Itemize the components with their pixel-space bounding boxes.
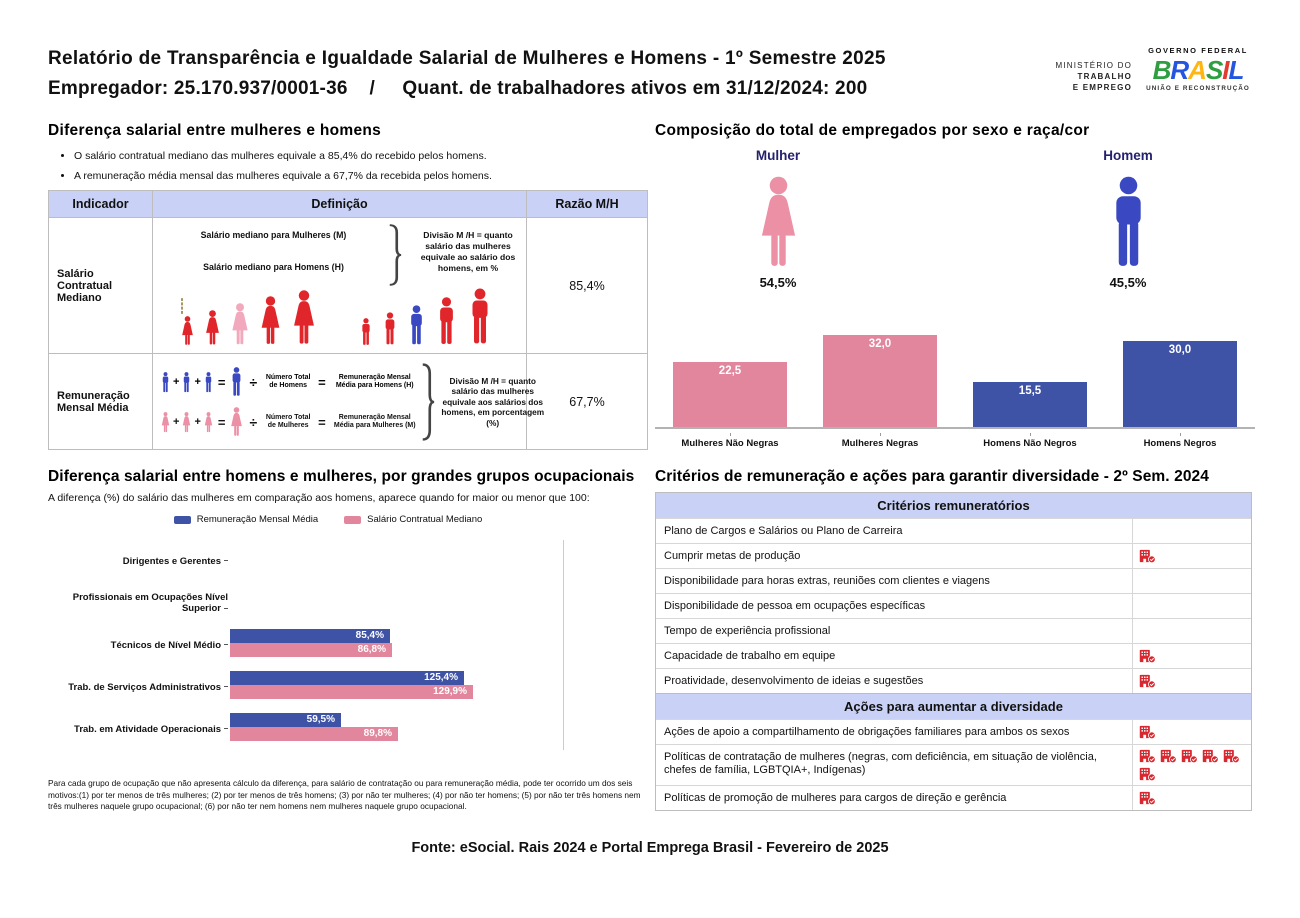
company-check-icon <box>1139 549 1156 563</box>
man-icon <box>360 318 372 346</box>
criteria-text: Cumprir metas de produção <box>664 550 801 562</box>
occupation-label: Profissionais em Ocupações Nível Superior <box>48 592 230 614</box>
median-highlight-box <box>181 298 183 314</box>
salary-gap-title: Diferença salarial entre mulheres e homens <box>48 122 382 139</box>
occupation-bars <box>230 666 564 708</box>
criteria-row <box>656 785 1251 810</box>
female-label: Mulher <box>755 148 801 163</box>
brace-icon <box>388 224 402 286</box>
bar-value-label: 22,5 <box>718 365 742 377</box>
equals-sign: = <box>217 414 226 430</box>
criteria-row <box>656 518 1251 543</box>
indicator-name: Remuneração Mensal Média <box>49 354 153 449</box>
division-note: Divisão M /H = quanto salário das mulheres equivale aos salários dos homens, em porcentagem (%) <box>441 375 545 428</box>
woman-icon <box>161 412 170 433</box>
criteria-text: Capacidade de trabalho em equipe <box>664 650 836 662</box>
median-woman-icon <box>231 303 249 346</box>
bar-value-label: 86,8% <box>357 644 386 655</box>
equals-sign: = <box>318 414 326 430</box>
median-women-label: Salário mediano para Mulheres (M) <box>200 230 347 240</box>
company-check-icon <box>1139 649 1156 663</box>
indicator-table-header <box>49 191 647 217</box>
criteria-company-marks <box>1132 544 1253 568</box>
equals-sign: = <box>217 374 226 390</box>
criteria-row <box>656 643 1251 668</box>
composition-title: Composição do total de empregados por sexo e raça/cor <box>655 122 1090 139</box>
gov-federal-logo <box>1143 46 1253 92</box>
criteria-row <box>656 568 1251 593</box>
occupational-subtitle: A diferença (%) do salário das mulheres em comparação aos homens, aparece quando for maior ou menor que 100: <box>48 492 590 504</box>
salary-gap-bullets <box>60 146 620 186</box>
man-icon <box>436 297 457 346</box>
men-average-formula <box>161 367 419 397</box>
bar-salario <box>230 643 392 657</box>
criteria-table <box>655 492 1252 811</box>
employer-line: Empregador: 25.170.937/0001-36 / Quant. de trabalhadores ativos em 31/12/2024: 200 <box>48 78 868 99</box>
legend-swatch-blue <box>174 516 191 524</box>
plus-sign: + <box>194 416 201 428</box>
bar-salario <box>230 685 473 699</box>
bar-value-label: 59,5% <box>306 714 335 725</box>
big-woman-icon <box>230 407 243 437</box>
criteria-text: Tempo de experiência profissional <box>664 625 831 637</box>
brasil-letter: L <box>1228 55 1244 85</box>
criteria-row <box>656 719 1251 744</box>
bar-value-label: 129,9% <box>433 686 467 697</box>
gov-logo-top-text: GOVERNO FEDERAL <box>1148 46 1248 55</box>
criteria-company-marks <box>1132 669 1253 693</box>
category-label: Mulheres Não Negras <box>655 429 805 449</box>
bar-slot <box>655 362 805 427</box>
bar-value-label: 125,4% <box>424 672 458 683</box>
bar-slot <box>1105 341 1255 427</box>
bar-value-label: 32,0 <box>868 338 892 350</box>
occupation-label: Dirigentes e Gerentes <box>48 556 230 567</box>
occupation-bars <box>230 708 564 750</box>
ministry-line2: TRABALHO <box>1077 72 1132 81</box>
bullet-average-remuneration: • A remuneração média mensal das mulheres equivale a 67,7% da recebida pelos homens. <box>74 166 620 186</box>
company-check-icon <box>1223 749 1240 763</box>
male-label: Homem <box>1103 148 1153 163</box>
median-man-icon <box>408 305 425 346</box>
criteria-section-header: Critérios remuneratórios <box>656 493 1251 518</box>
bullet-median-salary: • O salário contratual mediano das mulheres equivale a 85,4% do recebido pelos homens. <box>74 146 620 166</box>
big-man-icon <box>230 367 243 397</box>
occupation-row <box>48 708 564 750</box>
occupation-row <box>48 624 564 666</box>
criteria-company-marks <box>1132 745 1253 785</box>
bar-value-label: 15,5 <box>1018 385 1042 397</box>
legend-swatch-pink <box>344 516 361 524</box>
woman-icon <box>181 316 194 346</box>
company-check-icon <box>1139 749 1156 763</box>
bar-salario <box>230 727 398 741</box>
ratio-value: 67,7% <box>569 394 605 409</box>
occupation-row <box>48 582 564 624</box>
woman-icon <box>260 296 281 346</box>
col-indicador: Indicador <box>49 191 153 217</box>
criteria-company-marks <box>1132 786 1253 810</box>
big-female-icon <box>759 176 798 270</box>
men-result-label: Remuneração Mensal Média para Homens (H) <box>335 373 414 389</box>
category-label: Homens Não Negros <box>955 429 1105 449</box>
brasil-letter: R <box>1170 55 1189 85</box>
criteria-text: Disponibilidade para horas extras, reuniões com clientes e viagens <box>664 575 990 587</box>
division-note: Divisão M /H = quanto salário das mulheres equivale ao salário dos homens, em % <box>420 230 516 273</box>
plus-sign: + <box>194 376 201 388</box>
company-check-icon <box>1139 767 1156 781</box>
bar-1 <box>673 362 787 427</box>
bar-remuneracao <box>230 713 341 727</box>
criteria-company-marks <box>1132 569 1253 593</box>
bar-value-label: 85,4% <box>355 630 384 641</box>
occupational-title: Diferença salarial entre homens e mulheres, por grandes grupos ocupacionais <box>48 468 635 485</box>
occupation-label: Técnicos de Nível Médio <box>48 640 230 651</box>
definition-average <box>153 354 545 449</box>
company-check-icon <box>1181 749 1198 763</box>
man-icon <box>468 288 492 346</box>
man-icon <box>383 312 397 346</box>
brasil-letter: S <box>1205 55 1223 85</box>
composition-figures <box>655 148 1255 308</box>
occupation-bars <box>230 624 564 666</box>
man-icon <box>204 372 213 393</box>
company-check-icon <box>1139 791 1156 805</box>
criteria-text: Ações de apoio a compartilhamento de obrigações familiares para ambos os sexos <box>664 726 1070 738</box>
brace-icon <box>421 363 435 441</box>
criteria-row <box>656 618 1251 643</box>
criteria-company-marks <box>1132 594 1253 618</box>
big-male-icon <box>1109 176 1148 270</box>
criteria-company-marks <box>1132 619 1253 643</box>
source-footer: Fonte: eSocial. Rais 2024 e Portal Emprega Brasil - Fevereiro de 2025 <box>411 840 889 856</box>
company-check-icon <box>1139 725 1156 739</box>
diversity-section-header: Ações para aumentar a diversidade <box>656 693 1251 719</box>
criteria-row <box>656 543 1251 568</box>
criteria-row <box>656 593 1251 618</box>
bar-4 <box>1123 341 1237 427</box>
men-total-label: Número Total de Homens <box>265 373 311 389</box>
women-result-label: Remuneração Mensal Média para Mulheres (M) <box>333 413 416 429</box>
criteria-text: Políticas de contratação de mulheres (negras, com deficiência, em situação de violência, chefes de família, LGBTQIA+, Indígenas) <box>664 751 1097 776</box>
divide-sign: ÷ <box>249 414 258 430</box>
bar-slot <box>805 335 955 427</box>
ministry-logo <box>1030 60 1132 93</box>
occupation-row <box>48 540 564 582</box>
legend-item-salario <box>344 514 482 525</box>
criteria-row <box>656 744 1251 785</box>
population-icons-strip <box>181 286 511 346</box>
woman-icon <box>204 412 213 433</box>
criteria-company-marks <box>1132 720 1253 744</box>
criteria-text: Políticas de promoção de mulheres para cargos de direção e gerência <box>664 792 1007 804</box>
composition-categories <box>655 429 1255 449</box>
divide-sign: ÷ <box>249 374 258 390</box>
chart-legend <box>48 514 608 525</box>
brasil-letter: I <box>1222 55 1229 85</box>
criteria-company-marks <box>1132 519 1253 543</box>
criteria-row <box>656 668 1251 693</box>
male-percentage: 45,5% <box>1109 275 1147 290</box>
women-average-formula <box>161 407 419 437</box>
legend-label: Salário Contratual Mediano <box>367 514 483 525</box>
brasil-letter: A <box>1188 55 1206 85</box>
occupation-label: Trab. de Serviços Administrativos <box>48 682 230 693</box>
criteria-text: Disponibilidade de pessoa em ocupações específicas <box>664 600 926 612</box>
bar-remuneracao <box>230 671 464 685</box>
brasil-logo <box>1143 55 1253 85</box>
ministry-line1: MINISTÉRIO DO <box>1055 61 1132 70</box>
criteria-text: Plano de Cargos e Salários ou Plano de Carreira <box>664 525 903 537</box>
page-title: Relatório de Transparência e Igualdade Salarial de Mulheres e Homens - 1º Semestre 2025 <box>48 48 886 69</box>
company-check-icon <box>1202 749 1219 763</box>
ratio-value: 85,4% <box>569 278 605 293</box>
company-check-icon <box>1139 674 1156 688</box>
criteria-company-marks <box>1132 644 1253 668</box>
bar-2 <box>823 335 937 427</box>
legend-label: Remuneração Mensal Média <box>196 514 319 525</box>
row-salario-contratual <box>49 217 647 353</box>
brasil-letter: B <box>1152 55 1171 85</box>
bar-value-label: 89,8% <box>363 728 392 739</box>
female-figure-block <box>698 148 858 290</box>
occupation-bars <box>230 582 564 624</box>
row-remuneracao-media <box>49 353 647 449</box>
composition-bar-chart <box>655 333 1255 449</box>
median-men-label: Salário mediano para Homens (H) <box>203 262 344 272</box>
woman-icon <box>292 290 316 346</box>
plot-right-spine <box>563 540 564 750</box>
col-razao: Razão M/H <box>555 197 619 211</box>
occupational-footnote: Para cada grupo de ocupação que não apresenta cálculo da diferença, para salário de contratação ou para remuneração média, pode ter ocorrido um dos seis motivos:(1) por ter menos de três mulheres; (2) por ter menos de três homens; (3) por não ter mulheres; (4) por não ter homens; (5) por não ter três homens nem três mulheres naquele grupo ocupacional; (6) por não ter nem homens nem mulheres naquele grupo ocupacional. <box>48 778 641 811</box>
composition-bars <box>655 333 1255 429</box>
bar-slot <box>955 382 1105 427</box>
plus-sign: + <box>173 416 180 428</box>
occupation-label: Trab. em Atividade Operacionais <box>48 724 230 735</box>
bar-3 <box>973 382 1087 427</box>
col-definicao: Definição <box>153 191 527 217</box>
female-percentage: 54,5% <box>759 275 797 290</box>
equals-sign: = <box>318 374 326 390</box>
legend-item-remuneracao <box>174 514 318 525</box>
category-label: Homens Negros <box>1105 429 1255 449</box>
plus-sign: + <box>173 376 180 388</box>
woman-icon <box>182 412 191 433</box>
category-label: Mulheres Negras <box>805 429 955 449</box>
man-icon <box>161 372 170 393</box>
gov-logo-bottom-text: UNIÃO E RECONSTRUÇÃO <box>1146 85 1250 92</box>
bar-value-label: 30,0 <box>1168 344 1192 356</box>
ministry-line3: E EMPREGO <box>1072 83 1132 92</box>
indicator-table <box>48 190 648 450</box>
woman-icon <box>205 310 220 346</box>
bar-remuneracao <box>230 629 390 643</box>
indicator-name: Salário Contratual Mediano <box>49 218 153 353</box>
occupational-bar-chart <box>48 540 564 752</box>
definition-median <box>153 218 527 353</box>
criteria-text: Proatividade, desenvolvimento de ideias e sugestões <box>664 675 924 687</box>
male-figure-block <box>1048 148 1208 290</box>
women-total-label: Número Total de Mulheres <box>265 413 311 429</box>
occupation-bars <box>230 540 564 582</box>
occupation-row <box>48 666 564 708</box>
criteria-title: Critérios de remuneração e ações para garantir diversidade - 2º Sem. 2024 <box>655 468 1209 485</box>
man-icon <box>182 372 191 393</box>
company-check-icon <box>1160 749 1177 763</box>
